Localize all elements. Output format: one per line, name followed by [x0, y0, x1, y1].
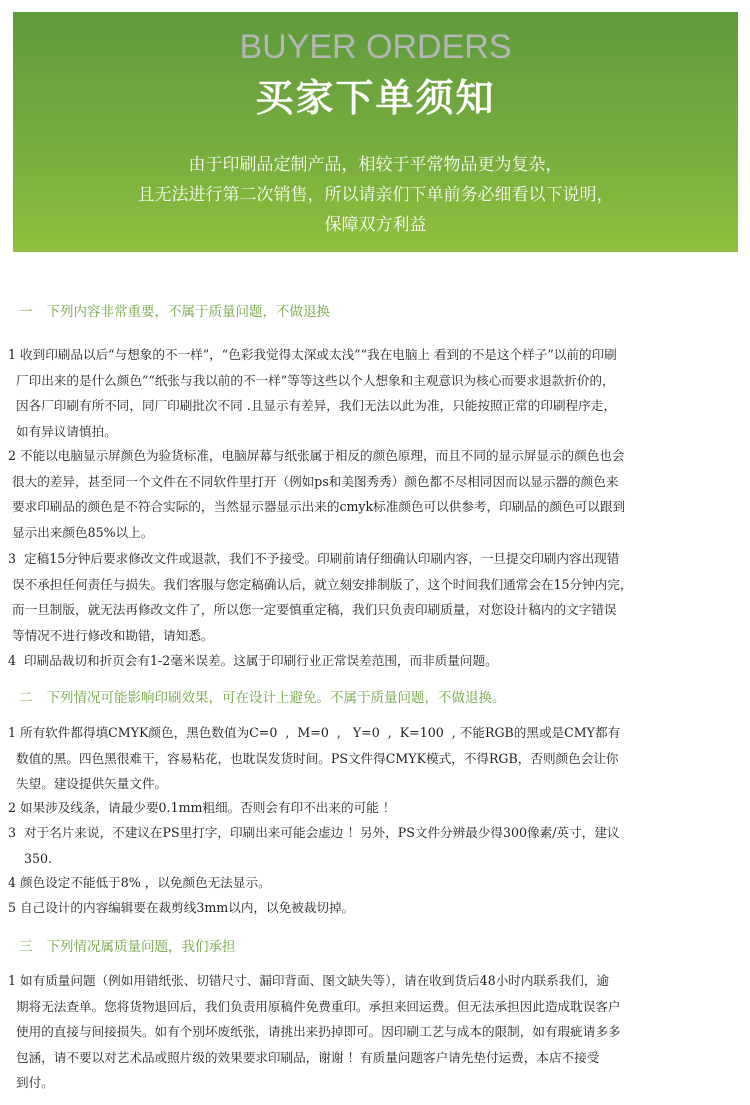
text-line: 期将无法查单。您将货物退回后，我们负责用原稿件免费重印。承担来回运费。但无法承担因此造成耽误客户: [8, 998, 621, 1014]
section-2-item-1: [8, 720, 743, 797]
section-2-item-3: [8, 820, 743, 871]
text-line: 很大的差异，甚至同一个文件在不同软件里打开（例如ps和美图秀秀）颜色都不尽相同因而以显示器的颜色来: [8, 473, 619, 489]
text-line: 350.: [8, 850, 53, 866]
text-line: 4 颜色设定不能低于8% ，以免颜色无法显示。: [8, 875, 271, 890]
text-line: 等情况不进行修改和勘错，请知悉。: [8, 627, 214, 643]
text-line: 3 定稿15分钟后要求修改文件或退款，我们不予接受。印刷前请仔细确认印刷内容，一旦提交印刷内容出现错: [8, 551, 620, 566]
section-number: 三: [19, 939, 33, 955]
text-line: 4 印刷品裁切和折页会有1-2毫米误差。这属于印刷行业正常误差范围，而非质量问题。: [8, 653, 498, 668]
text-line: 因各厂印刷有所不同，同厂印刷批次不同 .且显示有差异，我们无法以此为准，只能按照正常的印刷程序走，: [8, 398, 616, 413]
text-line: 厂印出来的是什么颜色”“纸张与我以前的不一样”等等这些以个人想象和主观意识为核心而要求退款折价的，: [8, 372, 615, 388]
section-heading-3: [19, 935, 250, 955]
banner-intro-line: 且无法进行第二次销售，所以请亲们下单前务必细看以下说明，: [137, 185, 614, 205]
section-2-item-5: [8, 895, 743, 921]
text-line: 如有异议请慎拍。: [8, 423, 117, 439]
section-1-item-4: [8, 648, 743, 674]
banner-title-cn: 买家下单须知: [255, 76, 496, 120]
section-title: 下列内容非常重要，不属于质量问题，不做退换: [46, 304, 330, 320]
section-title: 下列情况可能影响印刷效果，可在设计上避免。不属于质量问题，不做退换。: [46, 690, 506, 706]
banner-intro-line: 保障双方利益: [324, 215, 427, 235]
text-line: 1 收到印刷品以后“与想象的不一样”，“色彩我觉得太深或太浅”“我在电脑上 看到的不是这个样子”以前的印刷: [8, 347, 617, 362]
text-line: 包涵，请不要以对艺术品或照片级的效果要求印刷品，谢谢 ！有质量问题客户请先垫付运费，本店不接受: [8, 1049, 600, 1065]
text-line: 2 不能以电脑显示屏颜色为验货标准，电脑屏幕与纸张属于相反的颜色原理，而且不同的显示屏显示的颜色也会: [8, 448, 625, 463]
section-1-item-3: [8, 546, 743, 648]
text-line: 2 如果涉及线条，请最少要0.1mm粗细。否则会有印不出来的可能 ！: [8, 800, 396, 815]
section-title: 下列情况属质量问题，我们承担: [46, 939, 236, 955]
text-line: 1 如有质量问题（例如用错纸张、切错尺寸、漏印背面、图文缺失等），请在收到货后48小时内联系我们，逾: [8, 973, 610, 988]
section-heading-1: [19, 300, 344, 320]
text-line: 到付。: [8, 1075, 54, 1090]
text-line: 失望。建设提供矢量文件。: [8, 776, 168, 791]
text-line: 误不承担任何责任与损失。我们客服与您定稿确认后，就立刻安排制版了，这个时间我们通常会在15分钟内完，: [8, 576, 633, 592]
text-line: 5 自己设计的内容编辑要在裁剪线3mm以内，以免被裁切掉。: [8, 900, 355, 915]
section-heading-2: [19, 686, 520, 706]
header-banner: [13, 12, 738, 252]
section-2-item-4: [8, 870, 743, 896]
section-number: 二: [19, 690, 33, 706]
section-1-item-2: [8, 443, 743, 545]
text-line: 显示出来颜色85%以上。: [8, 524, 154, 540]
text-line: 要求印刷品的颜色是不符合实际的，当然显示器显示出来的cmyk标准颜色可以供参考，印刷品的颜色可以跟到: [8, 499, 626, 514]
section-2-item-2: [8, 795, 743, 821]
section-number: 一: [19, 304, 33, 320]
text-line: 3 对于名片来说，不建议在PS里打字，印刷出来可能会虚边 ！另外，PS文件分辨最少得300像素/英寸，建议: [8, 825, 620, 840]
section-1-item-1: [8, 342, 743, 444]
section-3-item-1: [8, 968, 743, 1096]
text-line: 而一旦制版，就无法再修改文件了，所以您一定要慎重定稿，我们只负责印刷质量，对您设计稿内的文字错误: [8, 602, 617, 617]
text-line: 数值的黑。四色黑很难干，容易粘花，也耽误发货时间。PS文件得CMYK模式，不得RGB，否则颜色会让你: [8, 750, 619, 766]
text-line: 1 所有软件都得填CMYK颜色，黑色数值为C=0 , M=0 , Y=0 , K=100 , 不能RGB的黑或是CMY都有: [8, 725, 621, 740]
banner-intro: [13, 150, 738, 240]
banner-title-en: BUYER ORDERS: [239, 28, 512, 66]
banner-intro-line: 由于印刷品定制产品，相较于平常物品更为复杂，: [188, 155, 563, 175]
text-line: 使用的直接与间接损失。如有个别坏废纸张，请挑出来扔掉即可。因印刷工艺与成本的限制，如有瑕疵请多多: [8, 1024, 621, 1039]
